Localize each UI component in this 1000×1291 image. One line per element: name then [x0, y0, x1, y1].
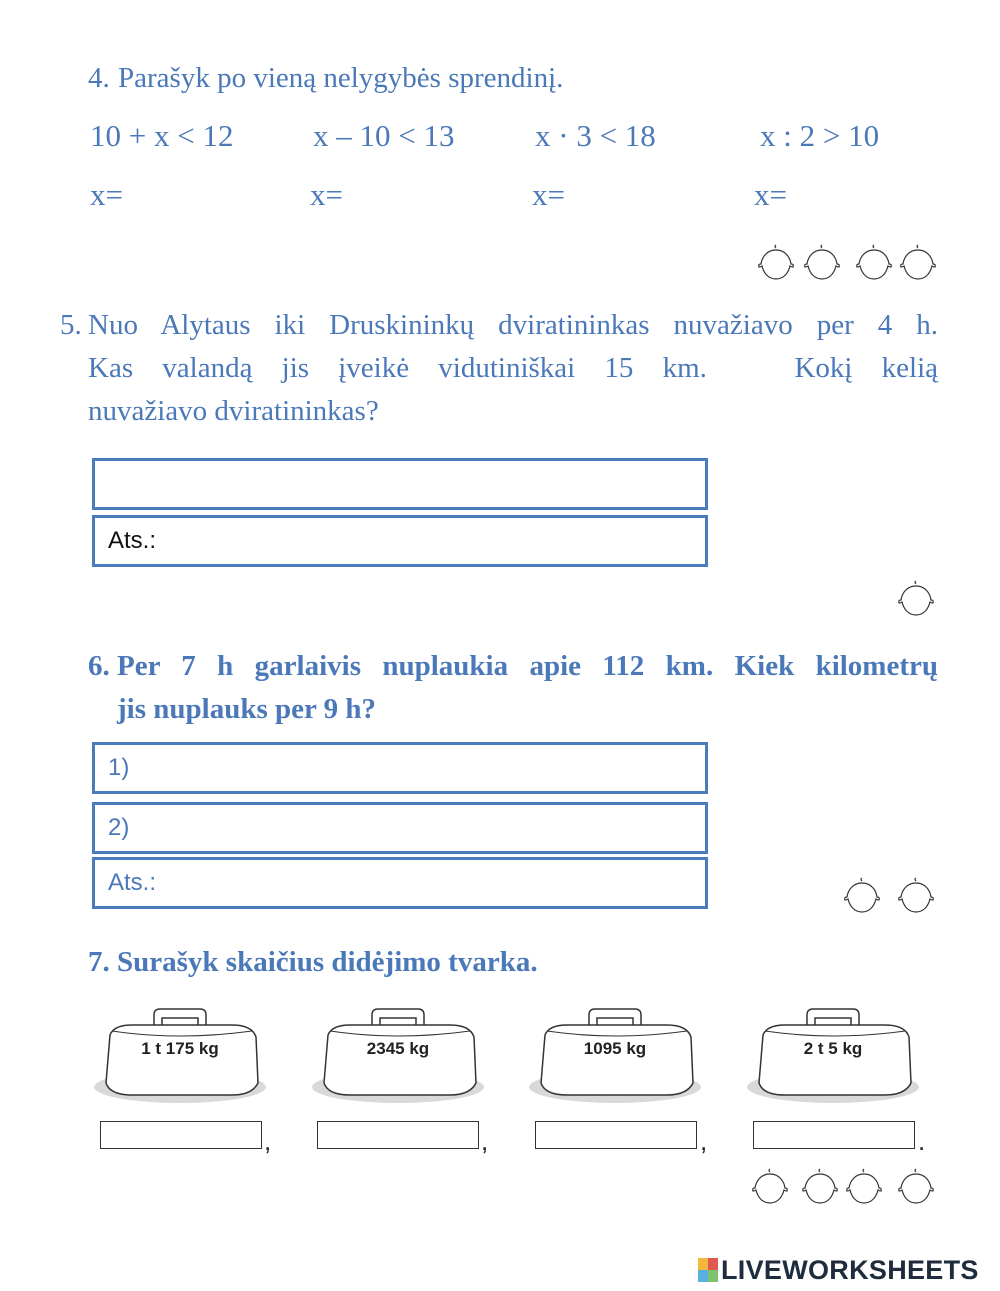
score-face-icon	[897, 877, 935, 915]
score-face-icon	[897, 580, 935, 618]
q6-step2-label: 2)	[108, 814, 130, 841]
bag-3	[527, 1005, 703, 1105]
q4-equation-3: x · 3 < 18	[535, 118, 656, 153]
q5-line-2: Kas valandą jis įveikė vidutiniškai 15 km. Kokį kelią	[88, 352, 938, 384]
q4-equation-1: 10 + x < 12	[90, 118, 234, 153]
order-input-3[interactable]	[535, 1121, 697, 1149]
score-face-icon	[843, 877, 881, 915]
order-input-1[interactable]	[100, 1121, 262, 1149]
logo-tile-icon	[708, 1270, 718, 1282]
q6-answer-label: Ats.:	[108, 869, 157, 896]
bag-4-label: 2 t 5 kg	[803, 1039, 863, 1058]
score-face-icon	[845, 1168, 883, 1206]
q4-answer-4-label: x=	[754, 177, 787, 212]
order-separator-1: ,	[264, 1126, 272, 1156]
order-separator-4: .	[918, 1126, 926, 1156]
score-face-icon	[801, 1168, 839, 1206]
q6-step1-box[interactable]	[92, 742, 708, 794]
q5-line-3: nuvažiavo dviratininkas?	[88, 395, 379, 427]
q4-answer-3-label: x=	[532, 177, 565, 212]
q5-answer-box[interactable]	[92, 515, 708, 567]
q7-text: Surašyk skaičius didėjimo tvarka.	[117, 946, 538, 978]
q4-equation-4: x : 2 > 10	[760, 118, 880, 153]
logo-tile-icon	[708, 1258, 718, 1270]
score-face-icon	[897, 1168, 935, 1206]
q4-equation-2: x – 10 < 13	[313, 118, 455, 153]
bag-4	[745, 1005, 921, 1105]
q5-solution-box[interactable]	[92, 458, 708, 510]
bag-2-label: 2345 kg	[366, 1039, 430, 1058]
q5-line-1: Nuo Alytaus iki Druskininkų dviratininkas nuvažiavo per 4 h.	[88, 309, 938, 341]
q6-step1-label: 1)	[108, 754, 130, 781]
order-input-4[interactable]	[753, 1121, 915, 1149]
score-face-icon	[757, 244, 795, 282]
score-face-icon	[855, 244, 893, 282]
q4-number: 4.	[88, 62, 110, 94]
bag-3-label: 1095 kg	[583, 1039, 647, 1058]
score-face-icon	[803, 244, 841, 282]
logo-tile-icon	[698, 1270, 708, 1282]
q5-number: 5.	[60, 309, 82, 341]
order-separator-3: ,	[700, 1126, 708, 1156]
q6-step2-box[interactable]	[92, 802, 708, 854]
score-face-icon	[751, 1168, 789, 1206]
q4-text: Parašyk po vieną nelygybės sprendinį.	[118, 62, 564, 94]
logo-grid-icon	[698, 1258, 718, 1282]
logo-text: LIVEWORKSHEETS	[721, 1254, 979, 1285]
q4-answer-1-label: x=	[90, 177, 123, 212]
q6-line-2: jis nuplauks per 9 h?	[117, 693, 376, 725]
bag-1-label: 1 t 175 kg	[141, 1039, 219, 1058]
logo-tile-icon	[698, 1258, 708, 1270]
order-input-2[interactable]	[317, 1121, 479, 1149]
q6-number: 6.	[88, 650, 110, 682]
order-separator-2: ,	[481, 1126, 489, 1156]
score-face-icon	[899, 244, 937, 282]
q5-answer-label: Ats.:	[108, 527, 157, 554]
bag-2	[310, 1005, 486, 1105]
q6-answer-box[interactable]	[92, 857, 708, 909]
q4-answer-2-label: x=	[310, 177, 343, 212]
q7-number: 7.	[88, 946, 110, 978]
q6-line-1: Per 7 h garlaivis nuplaukia apie 112 km. Kiek kilometrų	[117, 650, 938, 682]
liveworksheets-logo[interactable]	[698, 1253, 979, 1287]
bag-1	[92, 1005, 268, 1105]
